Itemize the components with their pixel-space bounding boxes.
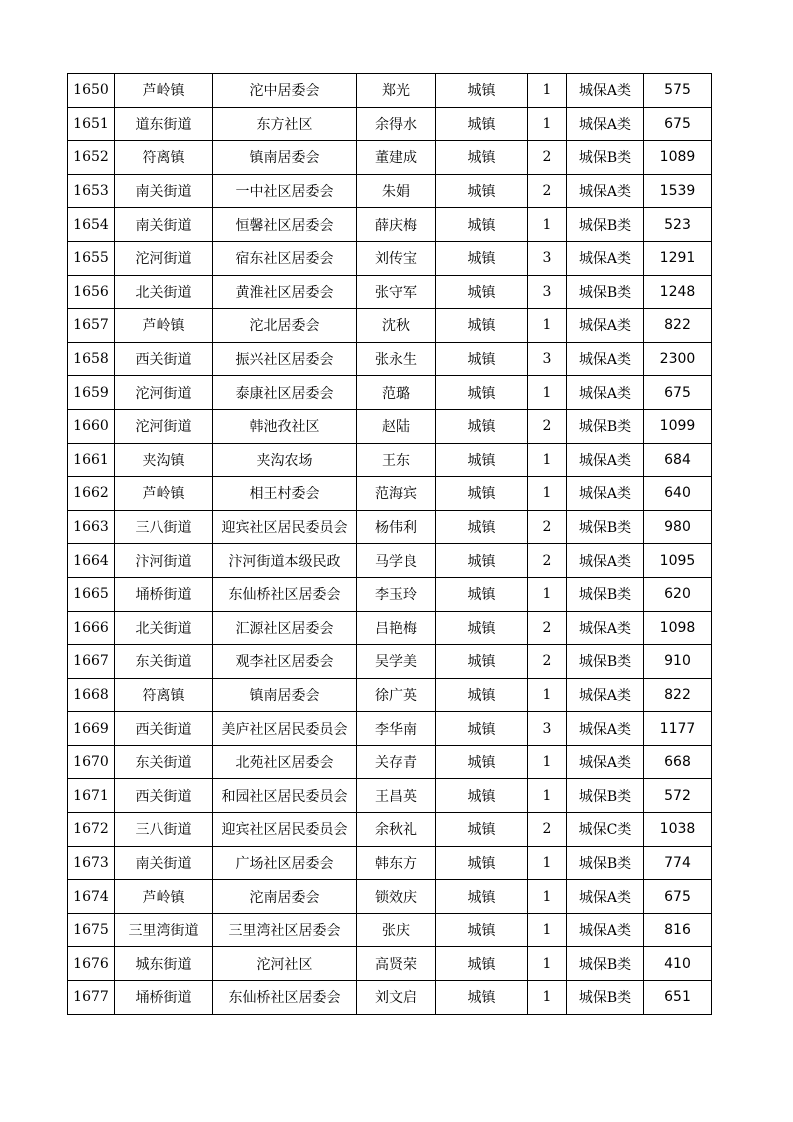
cell-person-count: 1: [528, 309, 567, 343]
table-row: [68, 74, 712, 108]
cell-street: 道东街道: [115, 107, 213, 141]
cell-community: 迎宾社区居民委员会: [213, 813, 357, 847]
cell-community: 三里湾社区居委会: [213, 913, 357, 947]
cell-person-name: 徐广英: [357, 678, 436, 712]
cell-household-type: 城镇: [436, 981, 528, 1015]
cell-serial-number: 1652: [68, 141, 115, 175]
cell-household-type: 城镇: [436, 477, 528, 511]
cell-amount: 1177: [644, 712, 712, 746]
cell-person-count: 3: [528, 241, 567, 275]
cell-street: 符离镇: [115, 678, 213, 712]
cell-person-name: 吕艳梅: [357, 611, 436, 645]
table-row: [68, 712, 712, 746]
cell-community: 泰康社区居委会: [213, 376, 357, 410]
cell-person-name: 赵陆: [357, 409, 436, 443]
cell-household-type: 城镇: [436, 745, 528, 779]
cell-person-count: 1: [528, 477, 567, 511]
cell-street: 三里湾街道: [115, 913, 213, 947]
table-row: [68, 275, 712, 309]
cell-street: 北关街道: [115, 611, 213, 645]
cell-person-name: 朱娟: [357, 174, 436, 208]
cell-household-type: 城镇: [436, 443, 528, 477]
cell-person-count: 1: [528, 745, 567, 779]
cell-household-type: 城镇: [436, 74, 528, 108]
cell-serial-number: 1676: [68, 947, 115, 981]
roster-table: [67, 73, 712, 1015]
cell-amount: 620: [644, 577, 712, 611]
cell-amount: 572: [644, 779, 712, 813]
cell-person-name: 薛庆梅: [357, 208, 436, 242]
cell-household-type: 城镇: [436, 107, 528, 141]
cell-person-count: 1: [528, 947, 567, 981]
cell-person-name: 关存青: [357, 745, 436, 779]
cell-serial-number: 1667: [68, 645, 115, 679]
cell-person-name: 张守军: [357, 275, 436, 309]
cell-person-count: 1: [528, 846, 567, 880]
cell-person-name: 王东: [357, 443, 436, 477]
table-row: [68, 409, 712, 443]
cell-person-name: 锁效庆: [357, 880, 436, 914]
cell-category: 城保B类: [567, 779, 644, 813]
cell-street: 芦岭镇: [115, 477, 213, 511]
table-row: [68, 880, 712, 914]
cell-street: 北关街道: [115, 275, 213, 309]
cell-household-type: 城镇: [436, 409, 528, 443]
cell-serial-number: 1671: [68, 779, 115, 813]
cell-amount: 675: [644, 880, 712, 914]
table-row: [68, 107, 712, 141]
cell-category: 城保B类: [567, 275, 644, 309]
cell-person-name: 杨伟利: [357, 510, 436, 544]
cell-serial-number: 1661: [68, 443, 115, 477]
cell-serial-number: 1653: [68, 174, 115, 208]
cell-household-type: 城镇: [436, 342, 528, 376]
cell-person-name: 王昌英: [357, 779, 436, 813]
cell-household-type: 城镇: [436, 309, 528, 343]
cell-person-count: 1: [528, 779, 567, 813]
cell-person-count: 1: [528, 443, 567, 477]
cell-household-type: 城镇: [436, 241, 528, 275]
cell-person-count: 3: [528, 712, 567, 746]
cell-household-type: 城镇: [436, 779, 528, 813]
cell-street: 南关街道: [115, 208, 213, 242]
cell-community: 迎宾社区居民委员会: [213, 510, 357, 544]
cell-household-type: 城镇: [436, 141, 528, 175]
cell-person-name: 吴学美: [357, 645, 436, 679]
cell-category: 城保B类: [567, 409, 644, 443]
cell-category: 城保B类: [567, 947, 644, 981]
table-row: [68, 745, 712, 779]
cell-household-type: 城镇: [436, 913, 528, 947]
table-row: [68, 577, 712, 611]
cell-community: 观李社区居委会: [213, 645, 357, 679]
cell-person-name: 沈秋: [357, 309, 436, 343]
cell-street: 符离镇: [115, 141, 213, 175]
cell-category: 城保A类: [567, 611, 644, 645]
table-row: [68, 174, 712, 208]
cell-serial-number: 1675: [68, 913, 115, 947]
cell-amount: 675: [644, 107, 712, 141]
cell-amount: 822: [644, 309, 712, 343]
cell-person-name: 刘传宝: [357, 241, 436, 275]
cell-street: 城东街道: [115, 947, 213, 981]
cell-amount: 1098: [644, 611, 712, 645]
cell-street: 汴河街道: [115, 544, 213, 578]
cell-community: 镇南居委会: [213, 678, 357, 712]
cell-amount: 1248: [644, 275, 712, 309]
cell-person-count: 1: [528, 208, 567, 242]
cell-serial-number: 1666: [68, 611, 115, 645]
cell-category: 城保A类: [567, 913, 644, 947]
roster-body: [68, 74, 712, 1015]
cell-category: 城保A类: [567, 544, 644, 578]
cell-street: 三八街道: [115, 510, 213, 544]
cell-serial-number: 1663: [68, 510, 115, 544]
cell-street: 西关街道: [115, 342, 213, 376]
cell-category: 城保A类: [567, 880, 644, 914]
cell-community: 东仙桥社区居委会: [213, 981, 357, 1015]
cell-community: 沱北居委会: [213, 309, 357, 343]
cell-person-count: 1: [528, 981, 567, 1015]
cell-community: 汴河街道本级民政: [213, 544, 357, 578]
cell-serial-number: 1658: [68, 342, 115, 376]
cell-person-count: 1: [528, 107, 567, 141]
cell-category: 城保B类: [567, 208, 644, 242]
table-row: [68, 611, 712, 645]
cell-category: 城保A类: [567, 443, 644, 477]
cell-serial-number: 1657: [68, 309, 115, 343]
cell-serial-number: 1669: [68, 712, 115, 746]
table-row: [68, 477, 712, 511]
cell-category: 城保A类: [567, 342, 644, 376]
cell-street: 沱河街道: [115, 241, 213, 275]
cell-category: 城保B类: [567, 141, 644, 175]
cell-serial-number: 1662: [68, 477, 115, 511]
table-row: [68, 678, 712, 712]
cell-community: 相王村委会: [213, 477, 357, 511]
cell-community: 北苑社区居委会: [213, 745, 357, 779]
cell-serial-number: 1650: [68, 74, 115, 108]
table-row: [68, 376, 712, 410]
cell-community: 宿东社区居委会: [213, 241, 357, 275]
cell-person-name: 高贤荣: [357, 947, 436, 981]
cell-household-type: 城镇: [436, 645, 528, 679]
cell-category: 城保A类: [567, 174, 644, 208]
cell-person-count: 3: [528, 342, 567, 376]
cell-household-type: 城镇: [436, 544, 528, 578]
cell-amount: 523: [644, 208, 712, 242]
cell-household-type: 城镇: [436, 678, 528, 712]
cell-amount: 980: [644, 510, 712, 544]
cell-serial-number: 1654: [68, 208, 115, 242]
table-row: [68, 981, 712, 1015]
cell-person-name: 余得水: [357, 107, 436, 141]
cell-household-type: 城镇: [436, 208, 528, 242]
cell-serial-number: 1655: [68, 241, 115, 275]
cell-amount: 1291: [644, 241, 712, 275]
cell-amount: 910: [644, 645, 712, 679]
cell-serial-number: 1664: [68, 544, 115, 578]
cell-street: 沱河街道: [115, 409, 213, 443]
cell-street: 东关街道: [115, 745, 213, 779]
cell-amount: 668: [644, 745, 712, 779]
table-row: [68, 443, 712, 477]
cell-person-count: 1: [528, 577, 567, 611]
cell-amount: 1099: [644, 409, 712, 443]
cell-person-count: 2: [528, 544, 567, 578]
cell-community: 黄淮社区居委会: [213, 275, 357, 309]
cell-amount: 684: [644, 443, 712, 477]
cell-street: 三八街道: [115, 813, 213, 847]
cell-amount: 816: [644, 913, 712, 947]
cell-community: 沱南居委会: [213, 880, 357, 914]
cell-person-count: 1: [528, 913, 567, 947]
cell-amount: 640: [644, 477, 712, 511]
cell-serial-number: 1673: [68, 846, 115, 880]
cell-person-count: 1: [528, 74, 567, 108]
cell-amount: 1539: [644, 174, 712, 208]
table-row: [68, 913, 712, 947]
cell-street: 西关街道: [115, 779, 213, 813]
cell-household-type: 城镇: [436, 275, 528, 309]
cell-category: 城保A类: [567, 745, 644, 779]
cell-person-name: 董建成: [357, 141, 436, 175]
cell-household-type: 城镇: [436, 846, 528, 880]
cell-person-name: 韩东方: [357, 846, 436, 880]
cell-person-count: 2: [528, 645, 567, 679]
table-row: [68, 779, 712, 813]
cell-amount: 1089: [644, 141, 712, 175]
cell-community: 汇源社区居委会: [213, 611, 357, 645]
cell-person-name: 范海宾: [357, 477, 436, 511]
cell-community: 东方社区: [213, 107, 357, 141]
cell-amount: 822: [644, 678, 712, 712]
cell-category: 城保A类: [567, 477, 644, 511]
cell-street: 埇桥街道: [115, 981, 213, 1015]
cell-street: 芦岭镇: [115, 880, 213, 914]
cell-household-type: 城镇: [436, 813, 528, 847]
cell-category: 城保A类: [567, 376, 644, 410]
cell-person-name: 张庆: [357, 913, 436, 947]
cell-person-count: 2: [528, 409, 567, 443]
cell-category: 城保B类: [567, 846, 644, 880]
table-row: [68, 813, 712, 847]
cell-category: 城保B类: [567, 645, 644, 679]
cell-person-count: 3: [528, 275, 567, 309]
cell-serial-number: 1660: [68, 409, 115, 443]
cell-category: 城保A类: [567, 309, 644, 343]
cell-category: 城保B类: [567, 981, 644, 1015]
cell-person-count: 2: [528, 174, 567, 208]
cell-community: 镇南居委会: [213, 141, 357, 175]
cell-community: 恒馨社区居委会: [213, 208, 357, 242]
table-row: [68, 342, 712, 376]
cell-person-name: 刘文启: [357, 981, 436, 1015]
cell-person-name: 李玉玲: [357, 577, 436, 611]
cell-serial-number: 1672: [68, 813, 115, 847]
cell-street: 东关街道: [115, 645, 213, 679]
cell-street: 夹沟镇: [115, 443, 213, 477]
cell-category: 城保B类: [567, 577, 644, 611]
cell-serial-number: 1674: [68, 880, 115, 914]
cell-household-type: 城镇: [436, 947, 528, 981]
cell-amount: 575: [644, 74, 712, 108]
cell-amount: 1095: [644, 544, 712, 578]
cell-serial-number: 1656: [68, 275, 115, 309]
cell-serial-number: 1651: [68, 107, 115, 141]
cell-amount: 1038: [644, 813, 712, 847]
cell-community: 韩池孜社区: [213, 409, 357, 443]
cell-street: 沱河街道: [115, 376, 213, 410]
cell-person-name: 范璐: [357, 376, 436, 410]
cell-category: 城保A类: [567, 74, 644, 108]
cell-category: 城保C类: [567, 813, 644, 847]
cell-person-name: 李华南: [357, 712, 436, 746]
cell-street: 南关街道: [115, 846, 213, 880]
cell-street: 埇桥街道: [115, 577, 213, 611]
cell-person-count: 2: [528, 611, 567, 645]
cell-serial-number: 1659: [68, 376, 115, 410]
cell-category: 城保A类: [567, 241, 644, 275]
table-row: [68, 141, 712, 175]
cell-category: 城保A类: [567, 712, 644, 746]
cell-household-type: 城镇: [436, 174, 528, 208]
cell-street: 西关街道: [115, 712, 213, 746]
cell-category: 城保A类: [567, 107, 644, 141]
cell-amount: 675: [644, 376, 712, 410]
cell-amount: 651: [644, 981, 712, 1015]
cell-category: 城保B类: [567, 510, 644, 544]
table-row: [68, 544, 712, 578]
cell-household-type: 城镇: [436, 376, 528, 410]
cell-serial-number: 1665: [68, 577, 115, 611]
cell-community: 沱河社区: [213, 947, 357, 981]
cell-person-name: 郑光: [357, 74, 436, 108]
table-row: [68, 947, 712, 981]
cell-person-count: 1: [528, 880, 567, 914]
cell-household-type: 城镇: [436, 712, 528, 746]
table-row: [68, 846, 712, 880]
cell-category: 城保A类: [567, 678, 644, 712]
cell-community: 夹沟农场: [213, 443, 357, 477]
cell-household-type: 城镇: [436, 510, 528, 544]
cell-community: 和园社区居民委员会: [213, 779, 357, 813]
cell-person-name: 张永生: [357, 342, 436, 376]
table-row: [68, 645, 712, 679]
cell-household-type: 城镇: [436, 611, 528, 645]
cell-amount: 410: [644, 947, 712, 981]
cell-community: 一中社区居委会: [213, 174, 357, 208]
cell-community: 东仙桥社区居委会: [213, 577, 357, 611]
cell-person-count: 1: [528, 376, 567, 410]
cell-community: 广场社区居委会: [213, 846, 357, 880]
table-row: [68, 510, 712, 544]
table-row: [68, 208, 712, 242]
cell-street: 芦岭镇: [115, 74, 213, 108]
cell-serial-number: 1668: [68, 678, 115, 712]
cell-amount: 2300: [644, 342, 712, 376]
cell-household-type: 城镇: [436, 880, 528, 914]
cell-serial-number: 1677: [68, 981, 115, 1015]
cell-community: 振兴社区居委会: [213, 342, 357, 376]
cell-household-type: 城镇: [436, 577, 528, 611]
cell-person-name: 余秋礼: [357, 813, 436, 847]
cell-person-count: 1: [528, 678, 567, 712]
cell-community: 沱中居委会: [213, 74, 357, 108]
cell-street: 南关街道: [115, 174, 213, 208]
table-row: [68, 241, 712, 275]
cell-community: 美庐社区居民委员会: [213, 712, 357, 746]
cell-person-count: 2: [528, 510, 567, 544]
cell-person-count: 2: [528, 141, 567, 175]
table-row: [68, 309, 712, 343]
cell-amount: 774: [644, 846, 712, 880]
cell-serial-number: 1670: [68, 745, 115, 779]
cell-person-count: 2: [528, 813, 567, 847]
cell-street: 芦岭镇: [115, 309, 213, 343]
cell-person-name: 马学良: [357, 544, 436, 578]
